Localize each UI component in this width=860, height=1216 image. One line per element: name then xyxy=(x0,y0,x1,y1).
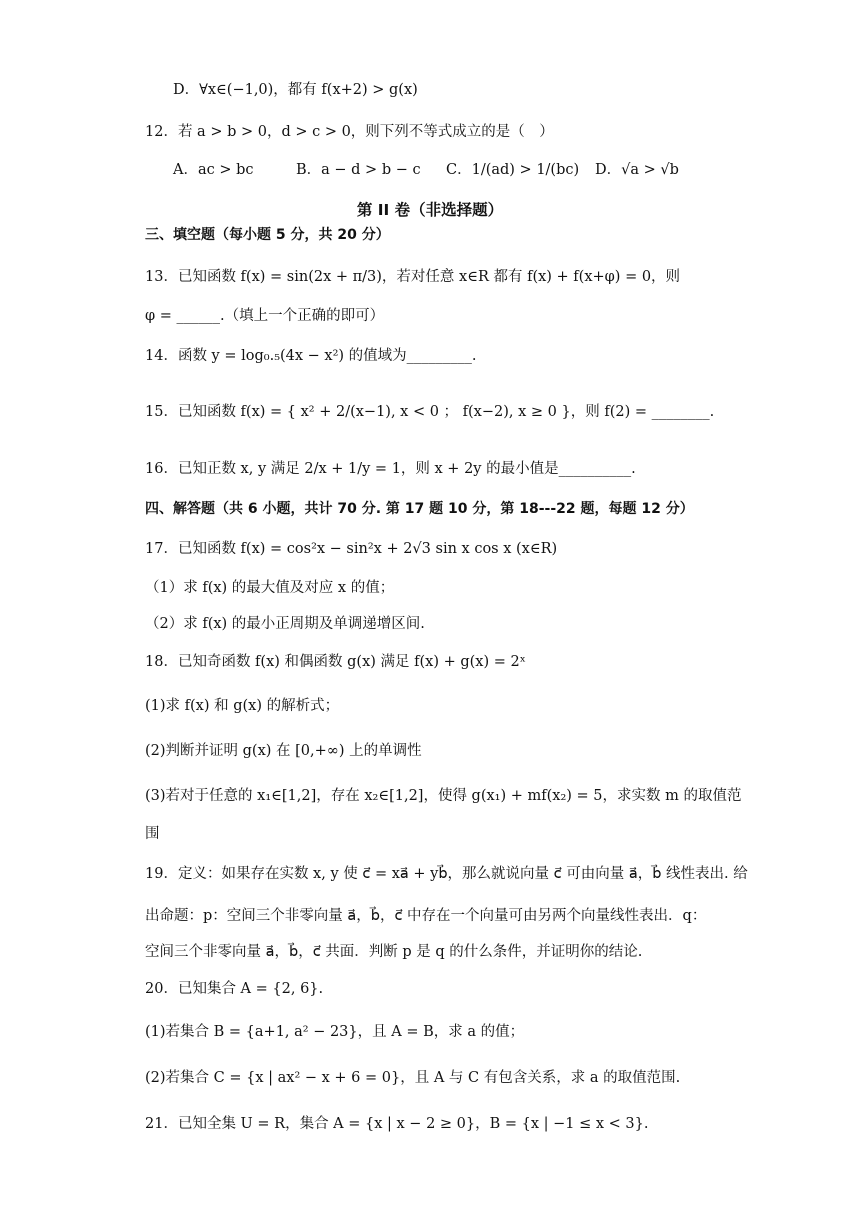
q13-line2: φ = ______.（填上一个正确的即可） xyxy=(145,308,385,324)
q16: 16．已知正数 x, y 满足 2/x + 1/y = 1，则 x + 2y 的最小值是__________. xyxy=(145,461,636,477)
q19-line2: 出命题：p：空间三个非零向量 a⃗，b⃗，c⃗ 中存在一个向量可由另两个向量线性表出．q： xyxy=(145,908,707,924)
q18-stem: 18．已知奇函数 f(x) 和偶函数 g(x) 满足 f(x) + g(x) = 2ˣ xyxy=(145,654,526,670)
q12-option-a: A．ac > bc xyxy=(173,162,254,178)
q18-part1: (1)求 f(x) 和 g(x) 的解析式； xyxy=(145,698,340,714)
q18-part3-cont: 围 xyxy=(145,826,160,842)
q12-option-d: D．√a > √b xyxy=(595,162,679,178)
q15: 15．已知函数 f(x) = { x² + 2/(x−1), x < 0 ； f(x−2), x ≥ 0 }，则 f(2) = ________. xyxy=(145,404,715,420)
section4-title: 四、解答题（共 6 小题，共计 70 分. 第 17 题 10 分，第 18---22 题，每题 12 分） xyxy=(145,501,694,517)
q20-part1: (1)若集合 B = {a+1, a² − 23}，且 A = B，求 a 的值； xyxy=(145,1024,525,1040)
q19-line1: 19．定义：如果存在实数 x, y 使 c⃗ = xa⃗ + yb⃗，那么就说向量 c⃗ 可由向量 a⃗，b⃗ 线性表出. 给 xyxy=(145,866,748,882)
q17-part2: （2）求 f(x) 的最小正周期及单调递增区间. xyxy=(145,616,425,632)
q12-option-b: B．a − d > b − c xyxy=(296,162,421,178)
q12-stem: 12．若 a > b > 0，d > c > 0，则下列不等式成立的是（ ） xyxy=(145,124,554,140)
q14: 14．函数 y = log₀.₅(4x − x²) 的值域为_________. xyxy=(145,348,477,364)
q20-stem: 20．已知集合 A = {2, 6}. xyxy=(145,981,324,997)
q12-option-c: C．1/(ad) > 1/(bc) xyxy=(446,162,580,178)
q20-part2: (2)若集合 C = {x | ax² − x + 6 = 0}，且 A 与 C 有包含关系，求 a 的取值范围. xyxy=(145,1070,681,1086)
q21-stem: 21．已知全集 U = R，集合 A = {x | x − 2 ≥ 0}，B = {x | −1 ≤ x < 3}. xyxy=(145,1116,649,1132)
q19-line3: 空间三个非零向量 a⃗，b⃗，c⃗ 共面．判断 p 是 q 的什么条件，并证明你的结论. xyxy=(145,944,643,960)
section3-title: 三、填空题（每小题 5 分，共 20 分） xyxy=(145,227,390,243)
q17-stem: 17．已知函数 f(x) = cos²x − sin²x + 2√3 sin x cos x (x∈R) xyxy=(145,541,558,557)
q13-line1: 13．已知函数 f(x) = sin(2x + π/3)，若对任意 x∈R 都有 f(x) + f(x+φ) = 0，则 xyxy=(145,269,681,285)
q18-part2: (2)判断并证明 g(x) 在 [0,+∞) 上的单调性 xyxy=(145,743,422,759)
part2-title: 第 II 卷（非选择题） xyxy=(356,201,504,219)
q17-part1: （1）求 f(x) 的最大值及对应 x 的值； xyxy=(145,580,395,596)
q11-option-d: D．∀x∈(−1,0)，都有 f(x+2) > g(x) xyxy=(173,82,418,98)
q18-part3: (3)若对于任意的 x₁∈[1,2]，存在 x₂∈[1,2]，使得 g(x₁) + mf(x₂) = 5，求实数 m 的取值范 xyxy=(145,788,742,804)
